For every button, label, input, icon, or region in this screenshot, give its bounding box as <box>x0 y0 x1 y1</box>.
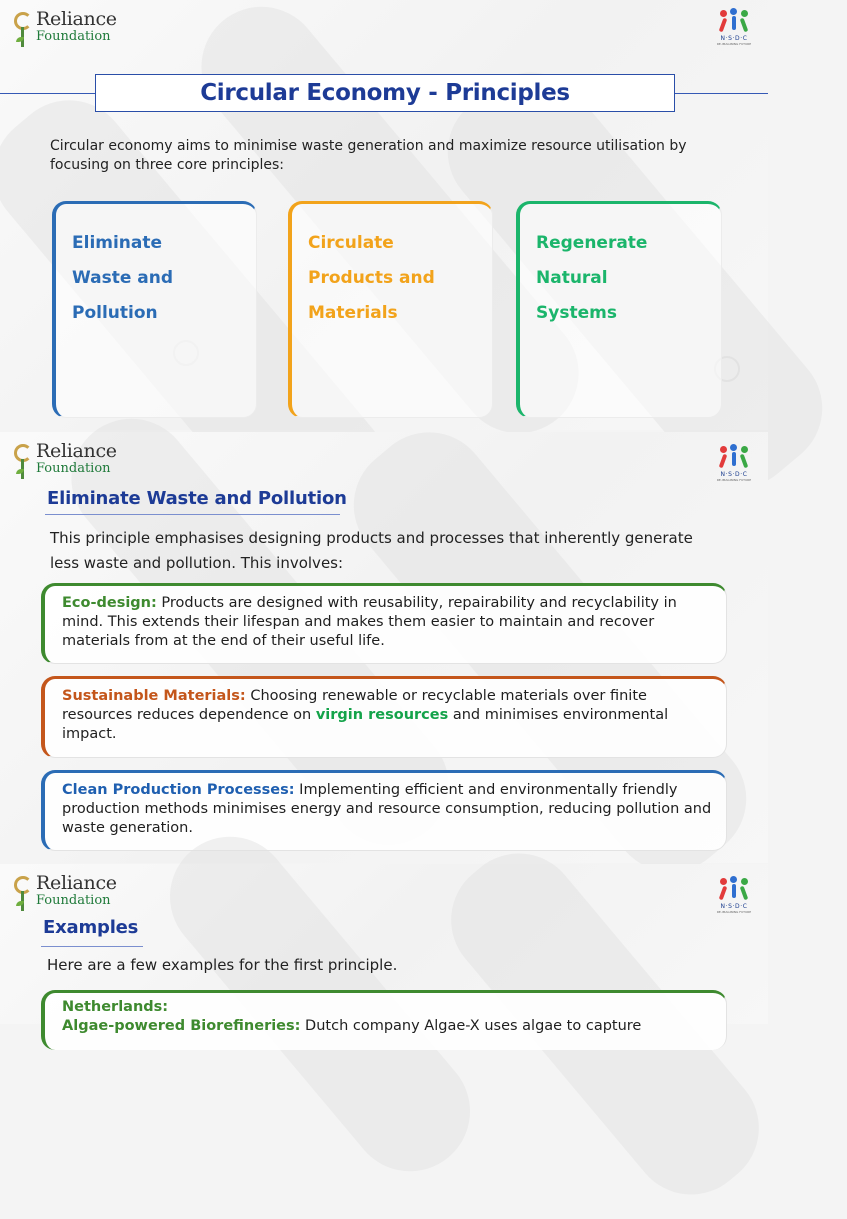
logo-text-foundation: Foundation <box>36 29 111 44</box>
nsdc-people-icon <box>716 876 752 902</box>
principle-card-regenerate <box>516 201 722 418</box>
principle-line: Products and <box>308 268 435 288</box>
nsdc-logo-text: N·S·D·C <box>720 35 748 42</box>
example-text: Dutch company Algae-X uses algae to capture <box>300 1018 642 1034</box>
principle-item-clean-production <box>41 770 727 851</box>
principle-line: Materials <box>308 303 398 323</box>
intro-paragraph: Circular economy aims to minimise waste generation and maximize resource utilisation by focusing on three core principles: <box>50 138 687 173</box>
principle-line: Regenerate <box>536 233 648 253</box>
reliance-foundation-logo <box>12 10 117 50</box>
nsdc-logo-text: N·S·D·C <box>720 471 748 478</box>
example-sublabel: Algae-powered Biorefineries: <box>62 1018 301 1034</box>
heading-underline <box>45 514 340 515</box>
item-label: Eco-design: <box>62 595 157 611</box>
section-heading: Examples <box>43 917 139 938</box>
nsdc-people-icon <box>716 444 752 470</box>
principle-line: Systems <box>536 303 617 323</box>
nsdc-logo <box>710 8 758 46</box>
nsdc-logo <box>710 876 758 914</box>
principle-item-sustainable-materials <box>41 676 727 758</box>
logo-text-reliance: Reliance <box>36 440 117 462</box>
title-box <box>95 74 675 112</box>
nsdc-logo <box>710 444 758 482</box>
section-intro: Here are a few examples for the first principle. <box>47 956 398 974</box>
section-intro: This principle emphasises designing products and processes that inherently generate less waste and pollution. This involves: <box>50 529 693 572</box>
nsdc-logo-text: N·S·D·C <box>720 903 748 910</box>
principle-line: Natural <box>536 268 608 288</box>
logo-text-foundation: Foundation <box>36 461 111 476</box>
reliance-foundation-logo <box>12 442 117 482</box>
nsdc-logo-tagline: RE-IMAGINING FUTURE <box>716 910 752 914</box>
logo-text-foundation: Foundation <box>36 893 111 908</box>
item-label: Clean Production Processes: <box>62 782 295 798</box>
nsdc-logo-tagline: RE-IMAGINING FUTURE <box>716 478 752 482</box>
slide-eliminate-waste <box>0 432 768 863</box>
principle-card-circulate <box>288 201 493 418</box>
item-label: Sustainable Materials: <box>62 688 246 704</box>
principle-line: Pollution <box>72 303 158 323</box>
reliance-foundation-logo <box>12 874 117 914</box>
item-text: Products are designed with reusability, repairability and recyclability in mind. This extends their lifespan and makes them easier to maintain and recover materials from at the end of their useful life. <box>62 595 677 649</box>
slide-principles <box>0 0 768 430</box>
example-label: Netherlands: <box>62 999 169 1015</box>
nsdc-logo-tagline: RE-IMAGINING FUTURE <box>716 42 752 46</box>
heading-underline <box>41 946 143 947</box>
example-card-netherlands <box>41 990 727 1050</box>
reliance-emblem-icon <box>12 874 34 914</box>
logo-text-reliance: Reliance <box>36 8 117 30</box>
item-text: Implementing efficient and environmentally friendly production methods minimises energy and resource consumption, reducing pollution and waste generation. <box>62 782 712 836</box>
principle-line: Eliminate <box>72 233 163 253</box>
logo-text-reliance: Reliance <box>36 872 117 894</box>
item-text: Choosing renewable or recyclable materials over finite resources reduces dependence on <box>62 688 647 723</box>
nsdc-people-icon <box>716 8 752 34</box>
reliance-emblem-icon <box>12 10 34 50</box>
principle-card-eliminate <box>52 201 257 418</box>
item-text: and minimises environmental impact. <box>62 707 669 742</box>
item-highlight: virgin resources <box>315 707 449 723</box>
principle-line: Circulate <box>308 233 394 253</box>
slide-examples <box>0 864 768 1034</box>
page-title: Circular Economy - Principles <box>200 80 570 106</box>
section-heading: Eliminate Waste and Pollution <box>47 488 347 509</box>
principle-line: Waste and <box>72 268 174 288</box>
principle-item-eco-design <box>41 583 727 664</box>
reliance-emblem-icon <box>12 442 34 482</box>
